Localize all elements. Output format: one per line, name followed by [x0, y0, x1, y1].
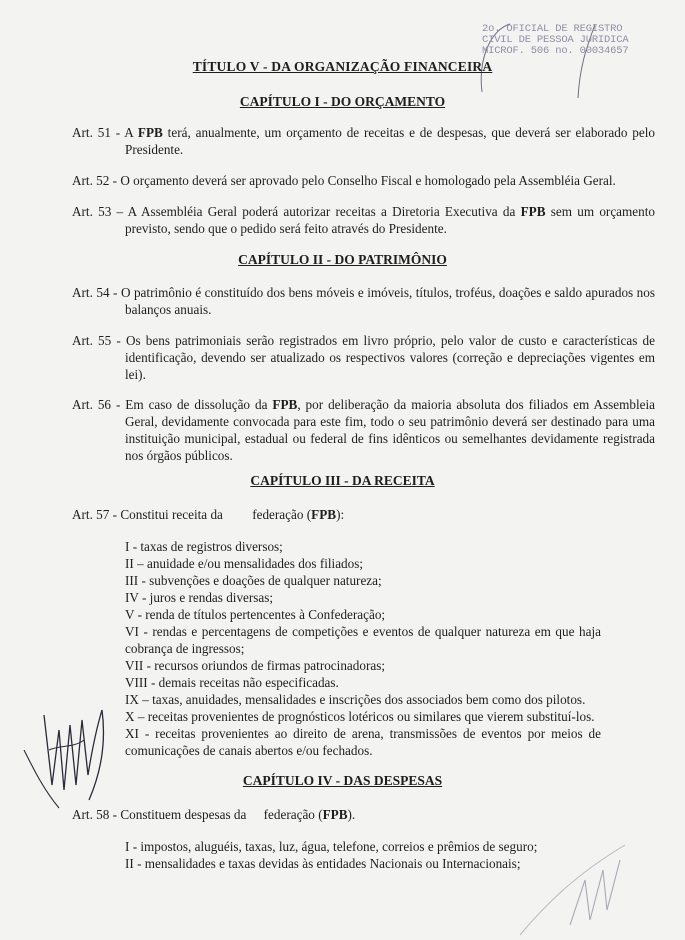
stamp-line-1-prefix: 2o. OFICIAL	[482, 23, 550, 35]
article-58	[72, 806, 602, 823]
article-57-text-b: federação (	[252, 507, 312, 522]
stamp-line-3: MICROF. 506 no. 00034657	[482, 45, 629, 57]
article-55-number: Art. 55	[72, 333, 112, 348]
list-item: IX – taxas, anuidades, mensalidades e inscrições dos associados bem como dos pilotos.	[125, 692, 586, 707]
article-54	[72, 284, 655, 318]
article-51-sep: - A	[110, 125, 138, 140]
registry-stamp	[482, 24, 632, 57]
article-53-text-a: – A Assembléia Geral poderá autorizar receitas a Diretoria Executiva da	[111, 204, 521, 219]
article-58-text-a: - Constituem despesas da	[109, 807, 250, 822]
list-item: II – anuidade e/ou mensalidades dos filiados;	[125, 556, 364, 571]
list-item: VIII - demais receitas não especificadas.	[125, 675, 339, 690]
article-57-text-a: - Constitui receita da	[109, 507, 227, 522]
article-51-fpb: FPB	[137, 125, 163, 140]
article-56-text-a: - Em caso de dissolução da	[111, 397, 273, 412]
article-57-number: Art. 57	[72, 507, 110, 522]
list-item: VI - rendas e percentagens de competições e eventos de qualquer natureza em que haja cobrança de ingressos;	[125, 624, 601, 656]
article-52-text: - O orçamento deverá ser aprovado pelo Conselho Fiscal e homologado pela Assembléia Geral.	[109, 173, 616, 188]
article-58-text-b: federação (	[263, 807, 323, 822]
stamp-line-2: CIVIL DE PESSOA JURIDICA	[482, 34, 629, 46]
article-56	[72, 396, 655, 464]
article-51-number: Art. 51	[72, 125, 111, 140]
article-55-text: - Os bens patrimoniais serão registrados em livro próprio, pelo valor de custo e características de identificação, devendo ser atualizado os respectivos valores (correção e depreciações vigentes em lei).	[111, 333, 655, 382]
receitas-list	[125, 538, 601, 759]
article-51-text: terá, anualmente, um orçamento de receitas e de despesas, que deverá ser elaborado pelo Presidente.	[125, 125, 655, 157]
article-54-text: - O patrimônio é constituído dos bens móveis e imóveis, títulos, troféus, doações e saldo apurados nos balanços anuais.	[109, 285, 655, 317]
article-53	[72, 203, 655, 237]
article-51	[72, 124, 655, 158]
article-56-text-b: , por deliberação da maioria absoluta dos filiados em Assembleia Geral, devidamente convocada para este fim, todo o seu patrimônio deverá ser destinado para uma instituição municipal, estadual ou federal de fins idênticos ou semelhantes devidamente registrada nos órgãos públicos.	[125, 397, 655, 463]
article-58-fpb: FPB	[322, 807, 348, 822]
article-57-fpb: FPB	[311, 507, 337, 522]
list-item: III - subvenções e doações de qualquer natureza;	[125, 573, 382, 588]
article-53-text-b: sem um orçamento previsto, sendo que o pedido será feito através do Presidente.	[125, 204, 655, 236]
chapter-3-heading: CAPÍTULO III - DA RECEITA	[250, 473, 435, 488]
article-52-number: Art. 52	[72, 173, 110, 188]
list-item: IV - juros e rendas diversas;	[125, 590, 274, 605]
chapter-2-heading: CAPÍTULO II - DO PATRIMÔNIO	[238, 252, 447, 267]
list-item: VII - recursos oriundos de firmas patrocinadoras;	[125, 658, 386, 673]
article-52	[72, 172, 655, 189]
article-57	[72, 506, 602, 523]
title-v: TÍTULO V - DA ORGANIZAÇÃO FINANCEIRA	[192, 59, 493, 74]
article-53-number: Art. 53	[72, 204, 112, 219]
article-54-number: Art. 54	[72, 285, 110, 300]
chapter-4-heading: CAPÍTULO IV - DAS DESPESAS	[242, 773, 443, 788]
article-55	[72, 332, 655, 383]
chapter-1-heading: CAPÍTULO I - DO ORÇAMENTO	[239, 94, 446, 109]
article-58-number: Art. 58	[72, 807, 110, 822]
handwritten-signature-left	[14, 690, 114, 820]
list-item: V - renda de títulos pertencentes à Confederação;	[125, 607, 386, 622]
faint-signature-right	[515, 825, 645, 940]
article-53-fpb: FPB	[520, 204, 546, 219]
stamp-line-1: DE REGISTRO	[555, 23, 623, 35]
list-item: X – receitas provenientes de prognósticos lotéricos ou similares que vierem substituí-los.	[125, 709, 595, 724]
article-56-number: Art. 56	[72, 397, 112, 412]
list-item: II - mensalidades e taxas devidas às entidades Nacionais ou Internacionais;	[125, 856, 521, 871]
article-57-text-c: ):	[336, 507, 345, 522]
article-56-fpb: FPB	[272, 397, 298, 412]
list-item: I - impostos, aluguéis, taxas, luz, água, telefone, correios e prêmios de seguro;	[125, 839, 538, 854]
article-58-text-c: ).	[347, 807, 356, 822]
list-item: I - taxas de registros diversos;	[125, 539, 283, 554]
list-item: XI - receitas provenientes ao direito de arena, transmissões de eventos por meios de comunicações de canais abertos e/ou fechados.	[125, 726, 601, 758]
